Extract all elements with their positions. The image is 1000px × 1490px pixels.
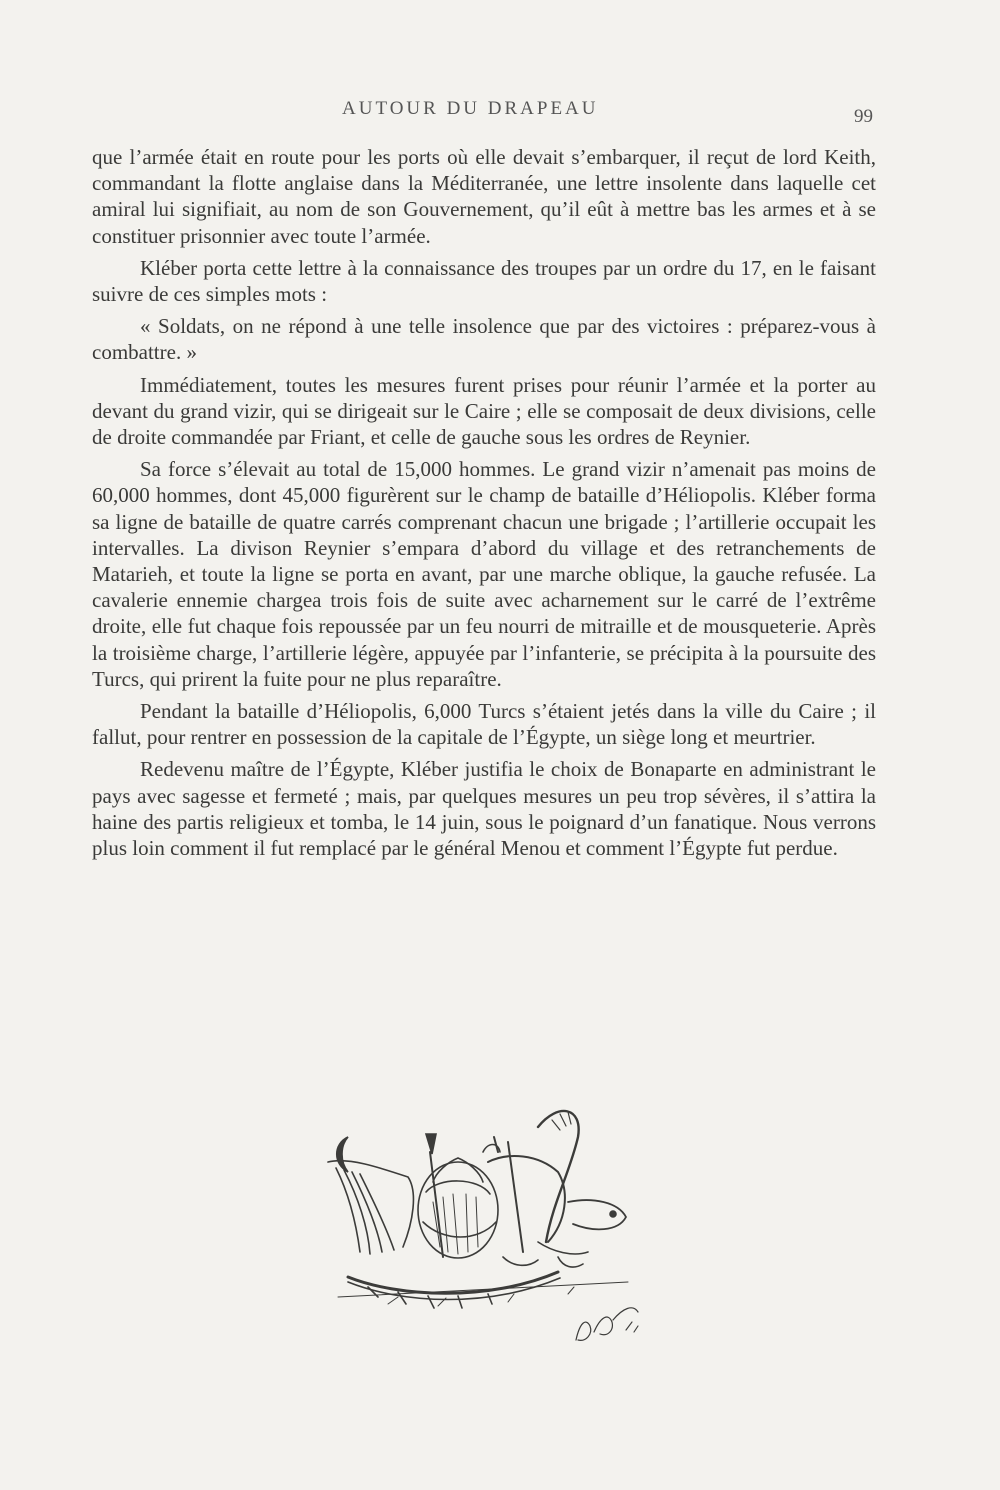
quotation-paragraph: « Soldats, on ne répond à une telle insolence que par des victoires : préparez-vous à combattre. » xyxy=(92,314,876,365)
running-head xyxy=(0,98,1000,128)
paragraph: que l’armée était en route pour les ports où elle devait s’embarquer, il reçut de lord Keith, commandant la flotte anglaise dans la Méditerranée, une lettre insolente dans laquelle cet amiral lui signifiait, au nom de son Gouvernement, qu’il eût à mettre bas les armes et à se constituer prisonnier avec toute l’armée. xyxy=(92,145,876,248)
paragraph: Immédiatement, toutes les mesures furent prises pour réunir l’armée et la porter au devant du grand vizir, qui se dirigeait sur le Caire ; elle se composait de deux divisions, celle de droite commandée par Friant, et celle de gauche sous les ordres de Reynier. xyxy=(92,372,876,450)
paragraph: Sa force s’élevait au total de 15,000 hommes. Le grand vizir n’amenait pas moins de 60,000 hommes, dont 45,000 figurèrent sur le champ de bataille d’Héliopolis. Kléber forma sa ligne de bataille de quatre carrés comprenant chacun une brigade ; l’artillerie occupait les intervalles. La divison Reynier s’empara d’abord du village et des retranchements de Matarieh, et toute la ligne se porta en avant, par une marche oblique, la gauche refusée. La cavalerie ennemie chargea trois fois de suite avec acharnement sur le carré de l’extrême droite, elle fut chaque fois repoussée par un feu nourri de mitraille et de mousqueterie. Après la troisième charge, l’artillerie légère, appuyée par l’infanterie, se précipita à la poursuite des Turcs, qui prirent la fuite pour ne plus reparaître. xyxy=(92,457,876,691)
paragraph: Kléber porta cette lettre à la connaissance des troupes par un ordre du 17, en le faisant suivre de ces simples mots : xyxy=(92,255,876,307)
paragraph: Pendant la bataille d’Héliopolis, 6,000 Turcs s’étaient jetés dans la ville du Caire ; il fallut, pour rentrer en possession de la capitale de l’Égypte, un siège long et meurtrier. xyxy=(92,699,876,750)
page-number: 99 xyxy=(854,106,873,127)
paragraph: Redevenu maître de l’Égypte, Kléber justifia le choix de Bonaparte en administrant le pays avec sagesse et fermeté ; mais, par quelques mesures un peu trop sévères, il s’attira la haine des partis religieux et tomba, le 14 juin, sous le poignard d’un fanatique. Nous verrons plus loin comment il fut remplacé par le général Menou et comment l’Égypte fut perdue. xyxy=(92,757,876,861)
running-title: AUTOUR DU DRAPEAU xyxy=(342,98,599,119)
trophy-vignette-illustration xyxy=(308,1082,658,1352)
body-text xyxy=(92,144,876,867)
